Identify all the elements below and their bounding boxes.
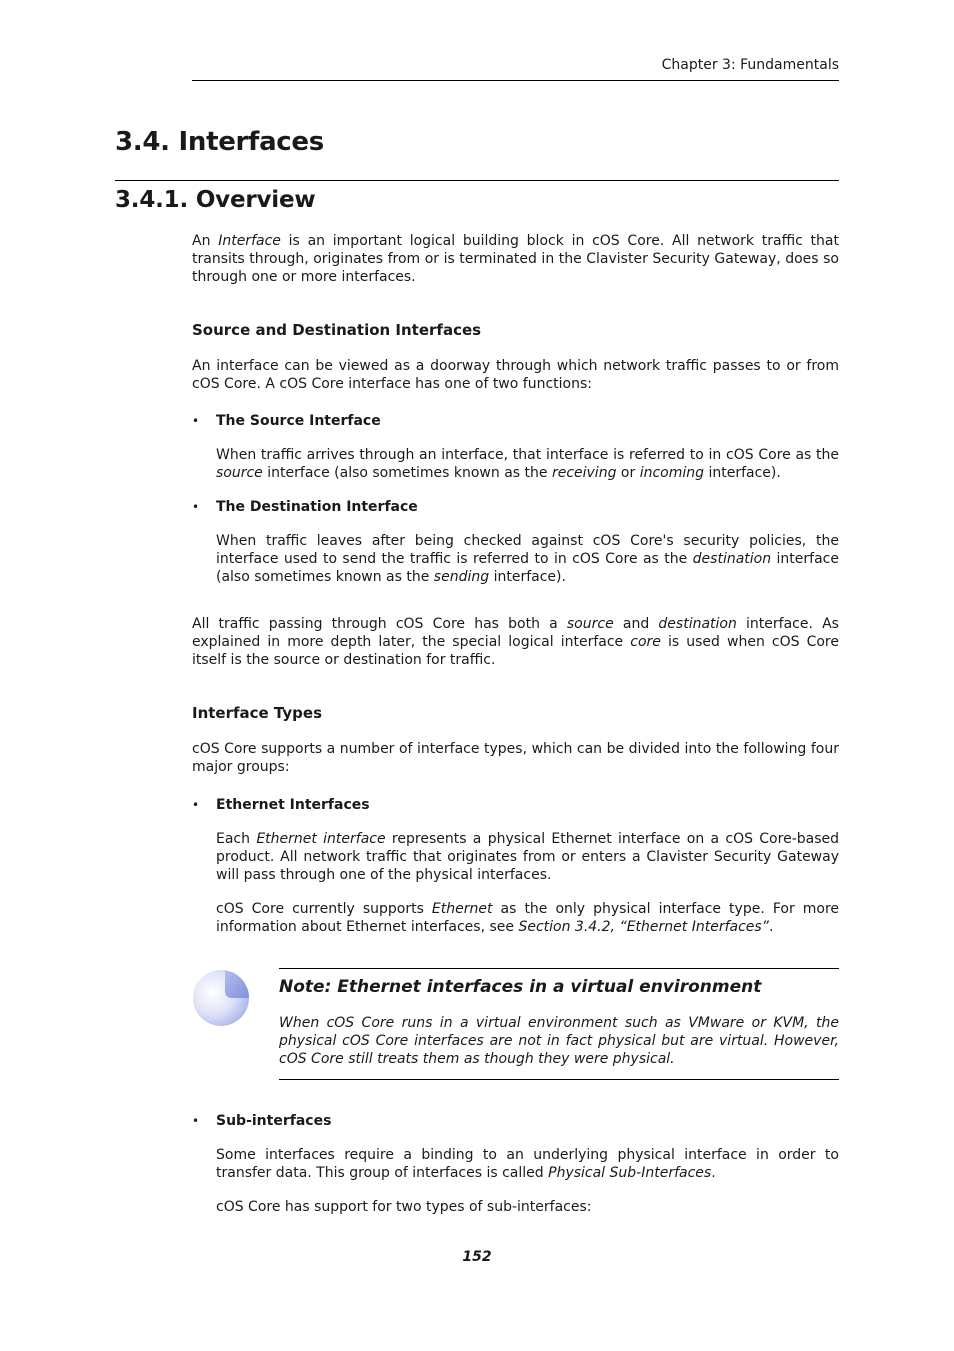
bullet-title-ethernet: Ethernet Interfaces <box>216 797 370 813</box>
section-title-rule <box>115 180 839 181</box>
running-header: Chapter 3: Fundamentals <box>661 57 839 73</box>
header-rule <box>192 80 839 81</box>
source-destination-intro: An interface can be viewed as a doorway through which network traffic passes to or from cOS Core. A cOS Core interface has one of two functions: <box>192 358 839 392</box>
destination-interface-description: When traffic leaves after being checked against cOS Core's security policies, the interface used to send the traffic is referred to in cOS Core as the destination interface (also sometimes known as the sending interface). <box>216 533 839 585</box>
subinterfaces-description-1: Some interfaces require a binding to an underlying physical interface in order to transfer data. This group of interfaces is called Physical Sub-Interfaces. <box>216 1147 839 1181</box>
note-text: When cOS Core runs in a virtual environment such as VMware or KVM, the physical cOS Core interfaces are not in fact physical but are virtual. However, cOS Core still treats them as though they were physical. <box>279 1015 839 1067</box>
heading-source-destination: Source and Destination Interfaces <box>192 321 482 339</box>
note-bottom-rule <box>279 1079 839 1080</box>
source-interface-description: When traffic arrives through an interface, that interface is referred to in cOS Core as the source interface (also sometimes known as the receiving or incoming interface). <box>216 447 839 481</box>
heading-interface-types: Interface Types <box>192 704 323 722</box>
bullet-marker: • <box>192 798 200 812</box>
subsection-title: 3.4.1. Overview <box>115 187 316 213</box>
bullet-marker: • <box>192 414 200 428</box>
note-top-rule <box>279 968 839 969</box>
bullet-title-destination: The Destination Interface <box>216 499 418 515</box>
section-title: 3.4. Interfaces <box>115 127 324 157</box>
intro-paragraph: An Interface is an important logical building block in cOS Core. All network traffic that transits through, originates from or is terminated in the Clavister Security Gateway, does so through one or more interfaces. <box>192 233 839 285</box>
bullet-marker: • <box>192 1114 200 1128</box>
traffic-summary-paragraph: All traffic passing through cOS Core has both a source and destination interface. As explained in more depth later, the special logical interface core is used when cOS Core itself is the source or destination for traffic. <box>192 616 839 668</box>
ethernet-description-1: Each Ethernet interface represents a physical Ethernet interface on a cOS Core-based product. All network traffic that originates from or enters a Clavister Security Gateway will pass through one of the physical interfaces. <box>216 831 840 883</box>
bullet-title-subinterfaces: Sub-interfaces <box>216 1113 332 1129</box>
bullet-title-source: The Source Interface <box>216 413 381 429</box>
note-title: Note: Ethernet interfaces in a virtual environment <box>279 977 762 997</box>
ethernet-description-2: cOS Core currently supports Ethernet as the only physical interface type. For more information about Ethernet interfaces, see Section 3.4.2, “Ethernet Interfaces”. <box>216 901 840 935</box>
subinterfaces-description-2: cOS Core has support for two types of sub-interfaces: <box>216 1199 592 1215</box>
note-icon <box>192 968 252 1028</box>
bullet-marker: • <box>192 500 200 514</box>
interface-types-intro: cOS Core supports a number of interface types, which can be divided into the following four major groups: <box>192 741 839 775</box>
ethernet-section-reference[interactable]: Section 3.4.2, “Ethernet Interfaces” <box>518 919 769 935</box>
page-number: 152 <box>462 1249 492 1265</box>
